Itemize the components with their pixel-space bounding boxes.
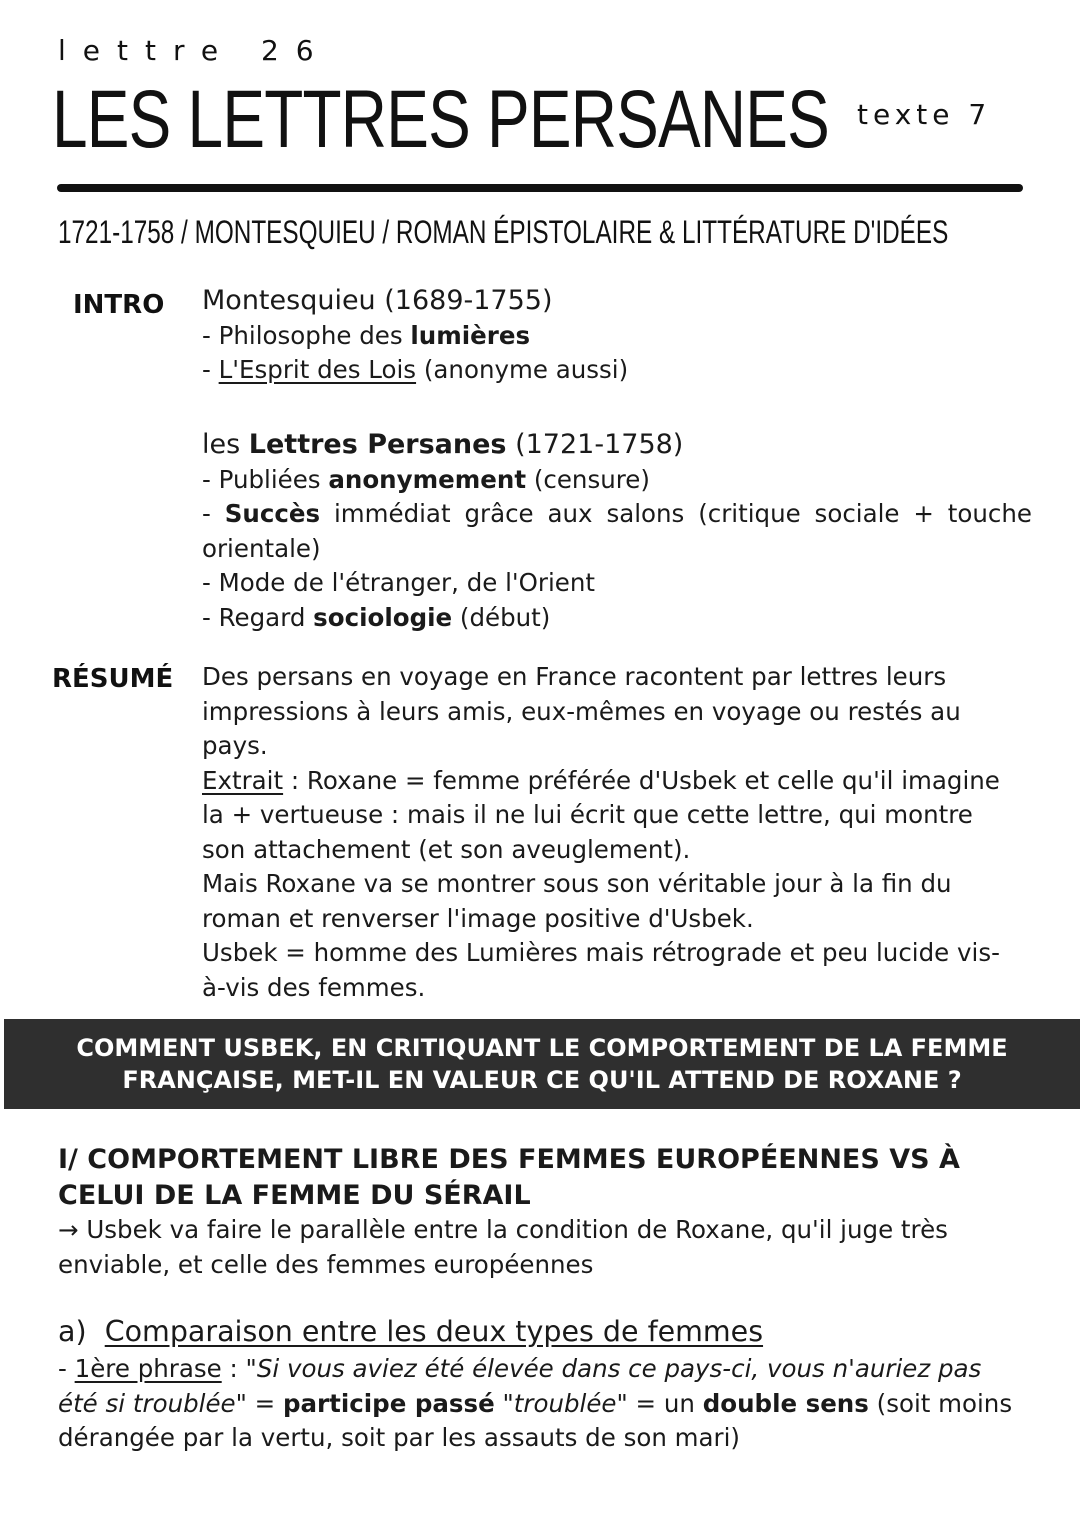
resume-paragraph: Usbek = homme des Lumières mais rétrograde et peu lucide vis-à-vis des femmes. — [202, 938, 1000, 1002]
problematic-banner — [4, 1019, 1080, 1109]
work-item: - Publiées anonymement (censure) — [202, 464, 650, 494]
work-item: - Succès immédiat grâce aux salons (critique sociale + touche orientale) — [202, 499, 1032, 563]
intro-label: INTRO — [73, 290, 165, 320]
header-divider — [57, 184, 1023, 192]
resume-label: RÉSUMÉ — [52, 664, 174, 694]
author-item: - L'Esprit des Lois (anonyme aussi) — [202, 355, 629, 384]
problematic-line: COMMENT USBEK, EN CRITIQUANT LE COMPORTEMENT DE LA FEMME — [76, 1034, 1008, 1062]
author-heading: Montesquieu (1689-1755) — [202, 285, 553, 316]
resume-block — [202, 660, 1017, 1005]
resume-paragraph: Mais Roxane va se montrer sous son véritable jour à la fin du roman et renverser l'image positive d'Usbek. — [202, 869, 952, 933]
intro-author-block — [202, 284, 1032, 388]
esprit-des-lois-link: L'Esprit des Lois — [218, 355, 417, 384]
subsection-title: a) Comparaison entre les deux types de femmes — [58, 1315, 764, 1348]
problematic-line: FRANÇAISE, MET-IL EN VALEUR CE QU'IL ATTEND DE ROXANE ? — [122, 1066, 962, 1094]
section-title: I/ COMPORTEMENT LIBRE DES FEMMES EUROPÉENNES VS À CELUI DE LA FEMME DU SÉRAIL — [58, 1144, 960, 1211]
work-item: - Mode de l'étranger, de l'Orient — [202, 568, 596, 597]
work-heading: les Lettres Persanes (1721-1758) — [202, 429, 684, 460]
work-item: - Regard sociologie (début) — [202, 602, 551, 632]
resume-paragraph: Des persans en voyage en France racontent par lettres leurs impressions à leurs amis, eux-mêmes en voyage ou restés au pays. — [202, 662, 961, 760]
intro-work-block — [202, 428, 1032, 635]
subsection-text: - 1ère phrase : "Si vous aviez été élevée dans ce pays-ci, vous n'auriez pas été si troublée" = participe passé "troublée" = un double sens (soit moins dérangée par la vertu, soit par les assauts de son mari) — [58, 1354, 1013, 1452]
letter-number: lettre 26 — [58, 34, 331, 67]
text-number: texte 7 — [857, 98, 992, 131]
extrait-label: Extrait — [202, 765, 284, 795]
page-title: LES LETTRES PERSANES — [52, 74, 830, 165]
section-intro-text: → Usbek va faire le parallèle entre la condition de Roxane, qu'il juge très enviable, et celle des femmes européennes — [58, 1215, 948, 1279]
arrow-right-icon: → — [58, 1215, 79, 1244]
author-item: - Philosophe des lumières — [202, 320, 531, 350]
page-subtitle: 1721-1758 / MONTESQUIEU / ROMAN ÉPISTOLAIRE & LITTÉRATURE D'IDÉES — [58, 214, 949, 250]
resume-paragraph: Extrait : Roxane = femme préférée d'Usbek et celle qu'il imagine la + vertueuse : mais il ne lui écrit que cette lettre, qui montre son attachement (et son aveuglement). — [202, 765, 1000, 864]
